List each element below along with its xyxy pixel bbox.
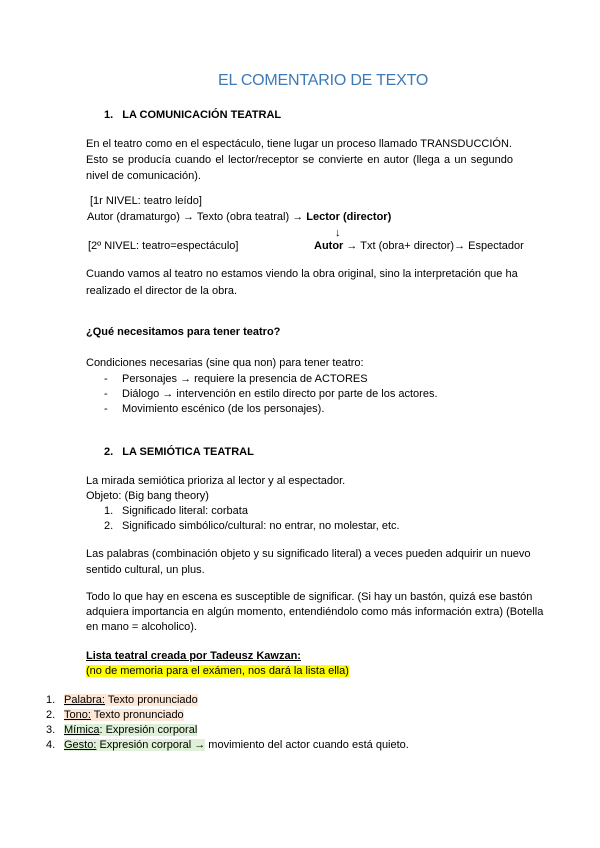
down-arrow-icon: ↓ [335,227,341,239]
bullet-dash: - [104,373,108,385]
section-1-title: LA COMUNICACIÓN TEATRAL [122,109,282,121]
kawzan-item [46,707,184,723]
kawzan-item-body [64,709,184,721]
kawzan-item-number: 3. [46,724,56,736]
paragraph-teatro-line-2: realizado el director de la obra. [86,285,238,297]
bullet-item: Personajes → requiere la presencia de ACTORES [122,373,368,385]
bullet-dash: - [104,388,108,400]
paragraph-transduccion-line-1: En el teatro como en el espectáculo, tiene lugar un proceso llamado TRANSDUCCIÓN. [86,138,512,150]
section-1-heading [104,109,281,121]
kawzan-item [46,722,197,738]
kawzan-list-title-text: Lista teatral creada por Tadeusz Kawzan: [86,650,301,662]
paragraph-escena-line-2: adquiera importancia en algún momento, entendiéndolo como más información extra) (Botella [86,606,544,618]
kawzan-item-term: Tono: [64,709,91,721]
kawzan-list-note [86,663,349,679]
section-1-number: 1. [104,109,114,121]
kawzan-list-title [86,648,301,664]
list-item: Significado literal: corbata [122,505,248,517]
kawzan-item-body [64,739,205,751]
list-item: Significado simbólico/cultural: no entrar, no molestar, etc. [122,520,400,532]
kawzan-item-term: Gesto: [64,739,97,751]
list-item-number: 1. [104,505,114,517]
level-1-flow-lector: Lector (director) [306,211,392,223]
semiotica-line-2: Objeto: (Big bang theory) [86,490,209,502]
bullet-dash: - [104,403,108,415]
bullet-item: Diálogo → intervención en estilo directo por parte de los actores. [122,388,438,400]
section-2-title: LA SEMIÓTICA TEATRAL [122,446,254,458]
kawzan-item-term: Palabra: [64,694,105,706]
section-2-heading [104,446,254,458]
page-title: EL COMENTARIO DE TEXTO [218,72,429,89]
paragraph-palabras-line-1: Las palabras (combinación objeto y su significado literal) a veces pueden adquirir un nuevo [86,548,531,560]
level-2-label: [2º NIVEL: teatro=espectáculo] [88,240,239,252]
list-item-number: 2. [104,520,114,532]
kawzan-item-desc: : Expresión corporal [99,724,198,736]
paragraph-palabras-line-2: sentido cultural, un plus. [86,564,205,576]
kawzan-item-number: 4. [46,739,56,751]
level-1-label: [1r NIVEL: teatro leído] [90,195,202,207]
level-2-flow-autor: Autor [314,240,344,252]
kawzan-item [46,737,409,753]
level-2-flow-text: → Txt (obra+ director)→ Espectador [343,240,524,252]
kawzan-list-note-text: (no de memoria para el exámen, nos dará la lista ella) [86,665,349,677]
paragraph-teatro-line-1: Cuando vamos al teatro no estamos viendo la obra original, sino la interpretación que ha [86,268,518,280]
paragraph-escena-line-3: en mano = alcoholico). [86,621,197,633]
question-intro: Condiciones necesarias (sine qua non) para tener teatro: [86,357,364,369]
kawzan-item-number: 2. [46,709,56,721]
kawzan-item-desc: Texto pronunciado [104,694,198,706]
section-2-number: 2. [104,446,114,458]
kawzan-item-body [64,724,197,736]
kawzan-item-body [64,694,198,706]
kawzan-item [46,692,198,708]
bullet-item: Movimiento escénico (de los personajes). [122,403,325,415]
kawzan-item-term: Mímica [64,724,100,736]
kawzan-item-extra: movimiento del actor cuando está quieto. [205,739,409,751]
kawzan-item-desc: Expresión corporal → [96,739,206,751]
question-heading: ¿Qué necesitamos para tener teatro? [86,326,281,338]
level-2-flow [314,238,524,254]
paragraph-escena-line-1: Todo lo que hay en escena es susceptible de significar. (Si hay un bastón, quizá ese bastón [86,591,533,603]
semiotica-line-1: La mirada semiótica prioriza al lector y al espectador. [86,475,346,487]
level-1-flow-text: Autor (dramaturgo) → Texto (obra teatral) → [87,211,307,223]
kawzan-item-number: 1. [46,694,56,706]
level-1-flow [87,209,391,225]
kawzan-item-desc: Texto pronunciado [90,709,184,721]
paragraph-transduccion-line-2: Esto se producía cuando el lector/receptor se convierte en autor (llega a un segundo nivel de comunicación). [86,154,513,182]
